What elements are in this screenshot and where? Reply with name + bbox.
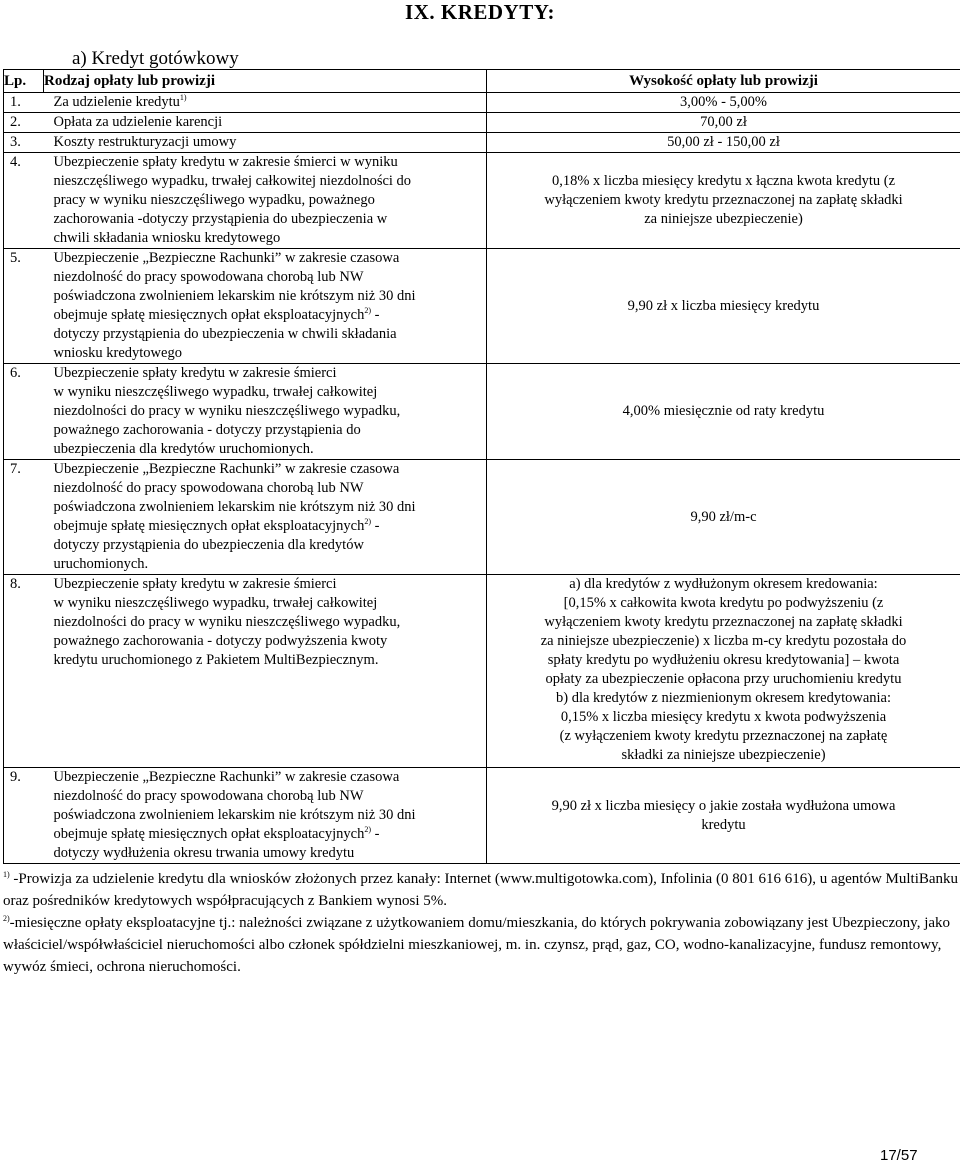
row-number: 2. bbox=[4, 113, 44, 133]
fee-type-line-text: obejmuje spłatę miesięcznych opłat eksploatacyjnych bbox=[53, 518, 365, 534]
fee-type-line bbox=[54, 325, 487, 344]
fee-type-line bbox=[54, 344, 487, 363]
table-row bbox=[4, 575, 960, 768]
fee-type-line-text: ubezpieczenia dla kredytów uruchomionych. bbox=[53, 441, 314, 457]
table-row bbox=[4, 460, 960, 575]
fee-type-line bbox=[54, 191, 487, 210]
fee-type-line-text: w wyniku nieszczęśliwego wypadku, trwałej całkowitej bbox=[53, 595, 378, 611]
fee-type-line bbox=[54, 153, 487, 172]
fee-type-line-text: poważnego zachorowania - dotyczy podwyższenia kwoty bbox=[53, 633, 388, 649]
fee-type-line bbox=[54, 479, 487, 498]
fee-type-text: Opłata za udzielenie karencji bbox=[53, 114, 223, 130]
footnote-ref: 2) bbox=[364, 825, 372, 835]
section-heading: IX. KREDYTY: bbox=[405, 0, 555, 24]
fee-value-cell bbox=[487, 93, 960, 113]
fee-type-line bbox=[54, 268, 487, 287]
fee-type-line-text: Ubezpieczenie „Bezpieczne Rachunki” w zakresie czasowa bbox=[53, 461, 400, 477]
row-number: 8. bbox=[4, 575, 44, 768]
fee-type-line bbox=[54, 844, 487, 863]
fee-type-line bbox=[54, 806, 487, 825]
fee-value-line: opłaty za ubezpieczenie opłacona przy uruchomieniu kredytu bbox=[545, 671, 902, 687]
fee-value-cell bbox=[487, 460, 960, 575]
fee-type-cell bbox=[44, 768, 487, 864]
fee-type-cell bbox=[44, 153, 487, 249]
fee-value-line: kredytu bbox=[701, 816, 746, 833]
footnote-2 bbox=[3, 912, 960, 978]
fee-type-line-text: niezdolność do pracy spowodowana chorobą lub NW bbox=[53, 480, 364, 496]
row-number: 5. bbox=[4, 249, 44, 364]
fee-type-line bbox=[54, 787, 487, 806]
table-header-row bbox=[4, 70, 960, 93]
fee-type-line-text: uruchomionych. bbox=[53, 556, 149, 572]
fee-type-line-text: obejmuje spłatę miesięcznych opłat eksploatacyjnych bbox=[53, 307, 365, 323]
fee-value-line: spłaty kredytu po wydłużeniu okresu kredytowania] – kwota bbox=[547, 652, 900, 668]
fee-value-line: 0,18% x liczba miesięcy kredytu x łączna kwota kredytu (z bbox=[551, 173, 896, 189]
fee-type-line bbox=[54, 460, 487, 479]
fee-type-line-text: niezdolność do pracy spowodowana chorobą lub NW bbox=[53, 788, 364, 804]
column-header-fee-type: Rodzaj opłaty lub prowizji bbox=[44, 70, 487, 93]
footnote-1-text: -Prowizja za udzielenie kredytu dla wniosków złożonych przez kanały: Internet (www.multigotowka.com), Infolinia (0 801 616 616), u agentów MultiBanku oraz pośredników kredytowych współpracujących z Bankiem wynosi 5%. bbox=[3, 871, 959, 909]
fee-type-line-text: nieszczęśliwego wypadku, trwałej całkowitej niezdolności do bbox=[53, 173, 412, 189]
table-row bbox=[4, 133, 960, 153]
fee-type-line-text: kredytu uruchomionego z Pakietem MultiBezpiecznym. bbox=[53, 652, 379, 668]
fee-value-line: 4,00% miesięcznie od raty kredytu bbox=[622, 403, 825, 419]
footnote-ref: 1) bbox=[179, 93, 187, 103]
fee-type-line bbox=[54, 825, 487, 844]
fee-value-text: 3,00% - 5,00% bbox=[680, 94, 767, 110]
fee-type-line-text: niezdolność do pracy spowodowana chorobą lub NW bbox=[53, 269, 364, 285]
row-number: 9. bbox=[4, 768, 44, 864]
row-number: 1. bbox=[4, 93, 44, 113]
fee-type-line-text: dotyczy przystąpienia do ubezpieczenia w chwili składania bbox=[53, 326, 397, 342]
fee-type-line-text: poświadczona zwolnieniem lekarskim nie krótszym niż 30 dni bbox=[53, 288, 416, 304]
footnote-ref: 2) bbox=[364, 306, 372, 316]
row-number: 7. bbox=[4, 460, 44, 575]
fee-type-cell bbox=[44, 113, 487, 133]
fee-type-line-text: Ubezpieczenie „Bezpieczne Rachunki” w zakresie czasowa bbox=[53, 769, 400, 785]
fee-value-line: składki za niniejsze ubezpieczenie) bbox=[621, 747, 826, 763]
fee-type-line bbox=[54, 651, 487, 670]
table-row bbox=[4, 113, 960, 133]
table-row bbox=[4, 93, 960, 113]
fee-value-line: 9,90 zł x liczba miesięcy o jakie została wydłużona umowa bbox=[551, 797, 896, 814]
footnote-2-marker: 2) bbox=[3, 914, 10, 923]
fee-type-line-text: niezdolności do pracy w wyniku nieszczęśliwego wypadku, bbox=[53, 403, 401, 419]
footnote-1-marker: 1) bbox=[3, 870, 10, 879]
fee-type-line bbox=[54, 249, 487, 268]
fee-type-line-text: Ubezpieczenie spłaty kredytu w zakresie śmierci w wyniku bbox=[53, 154, 398, 170]
fee-type-line-text: zachorowania -dotyczy przystąpienia do ubezpieczenia w bbox=[53, 211, 388, 227]
fee-type-cell bbox=[44, 133, 487, 153]
subsection-heading: a) Kredyt gotówkowy bbox=[72, 48, 239, 69]
fee-value-line: 0,15% x liczba miesięcy kredytu x kwota podwyższenia bbox=[560, 709, 887, 725]
fee-value-text: 70,00 zł bbox=[700, 114, 747, 130]
fee-type-line-text: obejmuje spłatę miesięcznych opłat eksploatacyjnych bbox=[53, 826, 365, 842]
fee-type-text: Za udzielenie kredytu bbox=[53, 94, 180, 110]
fee-type-line-text: dotyczy wydłużenia okresu trwania umowy kredytu bbox=[53, 845, 355, 861]
fee-type-line-text: Ubezpieczenie spłaty kredytu w zakresie śmierci bbox=[53, 365, 337, 381]
fee-type-line bbox=[54, 575, 487, 594]
fee-type-line-tail: - bbox=[371, 826, 380, 842]
fee-type-line bbox=[54, 229, 487, 248]
fee-type-line-text: chwili składania wniosku kredytowego bbox=[53, 230, 281, 246]
fee-type-line bbox=[54, 440, 487, 459]
row-number: 6. bbox=[4, 364, 44, 460]
footnote-2-text: -miesięczne opłaty eksploatacyjne tj.: należności związane z użytkowaniem domu/mieszkania, do których pokrywania zobowiązany jest Ubezpieczony, jako właściciel/współwłaściciel nieruchomości albo członek spółdzielni mieszkaniowej, m. in. czynsz, prąd, gaz, CO, wodno-kanalizacyjne, fundusz remontowy, wywóz śmieci, ochrona nieruchomości. bbox=[3, 915, 951, 975]
fee-value-text: 50,00 zł - 150,00 zł bbox=[667, 134, 780, 150]
page-number: 17/57 bbox=[880, 1147, 918, 1164]
fee-value-line: za niniejsze ubezpieczenie) x liczba m-cy kredytu pozostała do bbox=[540, 633, 907, 649]
fee-type-cell bbox=[44, 364, 487, 460]
fee-type-line bbox=[54, 498, 487, 517]
fee-type-line bbox=[54, 172, 487, 191]
row-number: 3. bbox=[4, 133, 44, 153]
fee-type-line-text: wniosku kredytowego bbox=[53, 345, 182, 361]
fee-type-line bbox=[54, 517, 487, 536]
fee-value-line: wyłączeniem kwoty kredytu przeznaczonej na zapłatę składki bbox=[544, 614, 903, 630]
fee-value-line: 9,90 zł x liczba miesięcy kredytu bbox=[627, 297, 820, 314]
fees-table bbox=[3, 69, 960, 864]
fee-value-line: za niniejsze ubezpieczenie) bbox=[644, 211, 803, 227]
fee-value-cell bbox=[487, 133, 960, 153]
fee-type-line-text: Ubezpieczenie „Bezpieczne Rachunki” w zakresie czasowa bbox=[53, 250, 400, 266]
fee-value-line: [0,15% x całkowita kwota kredytu po podwyższeniu (z bbox=[563, 595, 884, 611]
fee-type-line bbox=[54, 287, 487, 306]
footnote-1 bbox=[3, 868, 960, 912]
fee-value-line: wyłączeniem kwoty kredytu przeznaczonej na zapłatę składki bbox=[544, 192, 903, 208]
fee-value-line: 9,90 zł/m-c bbox=[690, 508, 757, 525]
fee-type-line bbox=[54, 555, 487, 574]
fee-type-cell bbox=[44, 93, 487, 113]
fee-type-line bbox=[54, 306, 487, 325]
table-row bbox=[4, 249, 960, 364]
fee-value-cell bbox=[487, 364, 960, 460]
table-row bbox=[4, 768, 960, 864]
column-header-fee-value: Wysokość opłaty lub prowizji bbox=[487, 70, 960, 93]
fee-value-line: b) dla kredytów z niezmienionym okresem kredytowania: bbox=[555, 690, 891, 706]
fee-value-line: (z wyłączeniem kwoty kredytu przeznaczonej na zapłatę bbox=[559, 728, 888, 744]
fee-type-line bbox=[54, 768, 487, 787]
table-row bbox=[4, 364, 960, 460]
fee-type-line bbox=[54, 613, 487, 632]
fee-type-line bbox=[54, 364, 487, 383]
fee-type-line-text: poświadczona zwolnieniem lekarskim nie krótszym niż 30 dni bbox=[53, 807, 416, 823]
fee-type-line bbox=[54, 632, 487, 651]
fee-value-cell bbox=[487, 575, 960, 768]
fee-type-cell bbox=[44, 575, 487, 768]
fee-type-line bbox=[54, 536, 487, 555]
fee-type-line-text: w wyniku nieszczęśliwego wypadku, trwałej całkowitej bbox=[53, 384, 378, 400]
fee-type-line bbox=[54, 594, 487, 613]
fee-type-line-tail: - bbox=[371, 518, 380, 534]
column-header-lp: Lp. bbox=[4, 70, 44, 93]
fee-type-line bbox=[54, 210, 487, 229]
fee-type-line-text: Ubezpieczenie spłaty kredytu w zakresie śmierci bbox=[53, 576, 337, 592]
fee-type-line-text: pracy w wyniku nieszczęśliwego wypadku, poważnego bbox=[53, 192, 375, 208]
fee-type-line bbox=[54, 402, 487, 421]
fee-type-line-text: niezdolności do pracy w wyniku nieszczęśliwego wypadku, bbox=[53, 614, 401, 630]
fee-value-cell bbox=[487, 153, 960, 249]
fee-value-cell bbox=[487, 113, 960, 133]
table-row bbox=[4, 153, 960, 249]
fee-type-line bbox=[54, 421, 487, 440]
fee-type-cell bbox=[44, 460, 487, 575]
fee-type-line-tail: - bbox=[371, 307, 380, 323]
footnote-ref: 2) bbox=[364, 517, 372, 527]
fee-type-line-text: dotyczy przystąpienia do ubezpieczenia dla kredytów bbox=[53, 537, 364, 553]
fee-value-line: a) dla kredytów z wydłużonym okresem kredowania: bbox=[569, 576, 878, 592]
fee-value-cell bbox=[487, 768, 960, 864]
row-number: 4. bbox=[4, 153, 44, 249]
fee-value-cell bbox=[487, 249, 960, 364]
fee-type-line bbox=[54, 383, 487, 402]
fee-type-line-text: poświadczona zwolnieniem lekarskim nie krótszym niż 30 dni bbox=[53, 499, 416, 515]
footnotes bbox=[3, 868, 960, 978]
fee-type-line-text: poważnego zachorowania - dotyczy przystąpienia do bbox=[53, 422, 361, 438]
fee-type-cell bbox=[44, 249, 487, 364]
fee-type-text: Koszty restrukturyzacji umowy bbox=[53, 134, 237, 150]
